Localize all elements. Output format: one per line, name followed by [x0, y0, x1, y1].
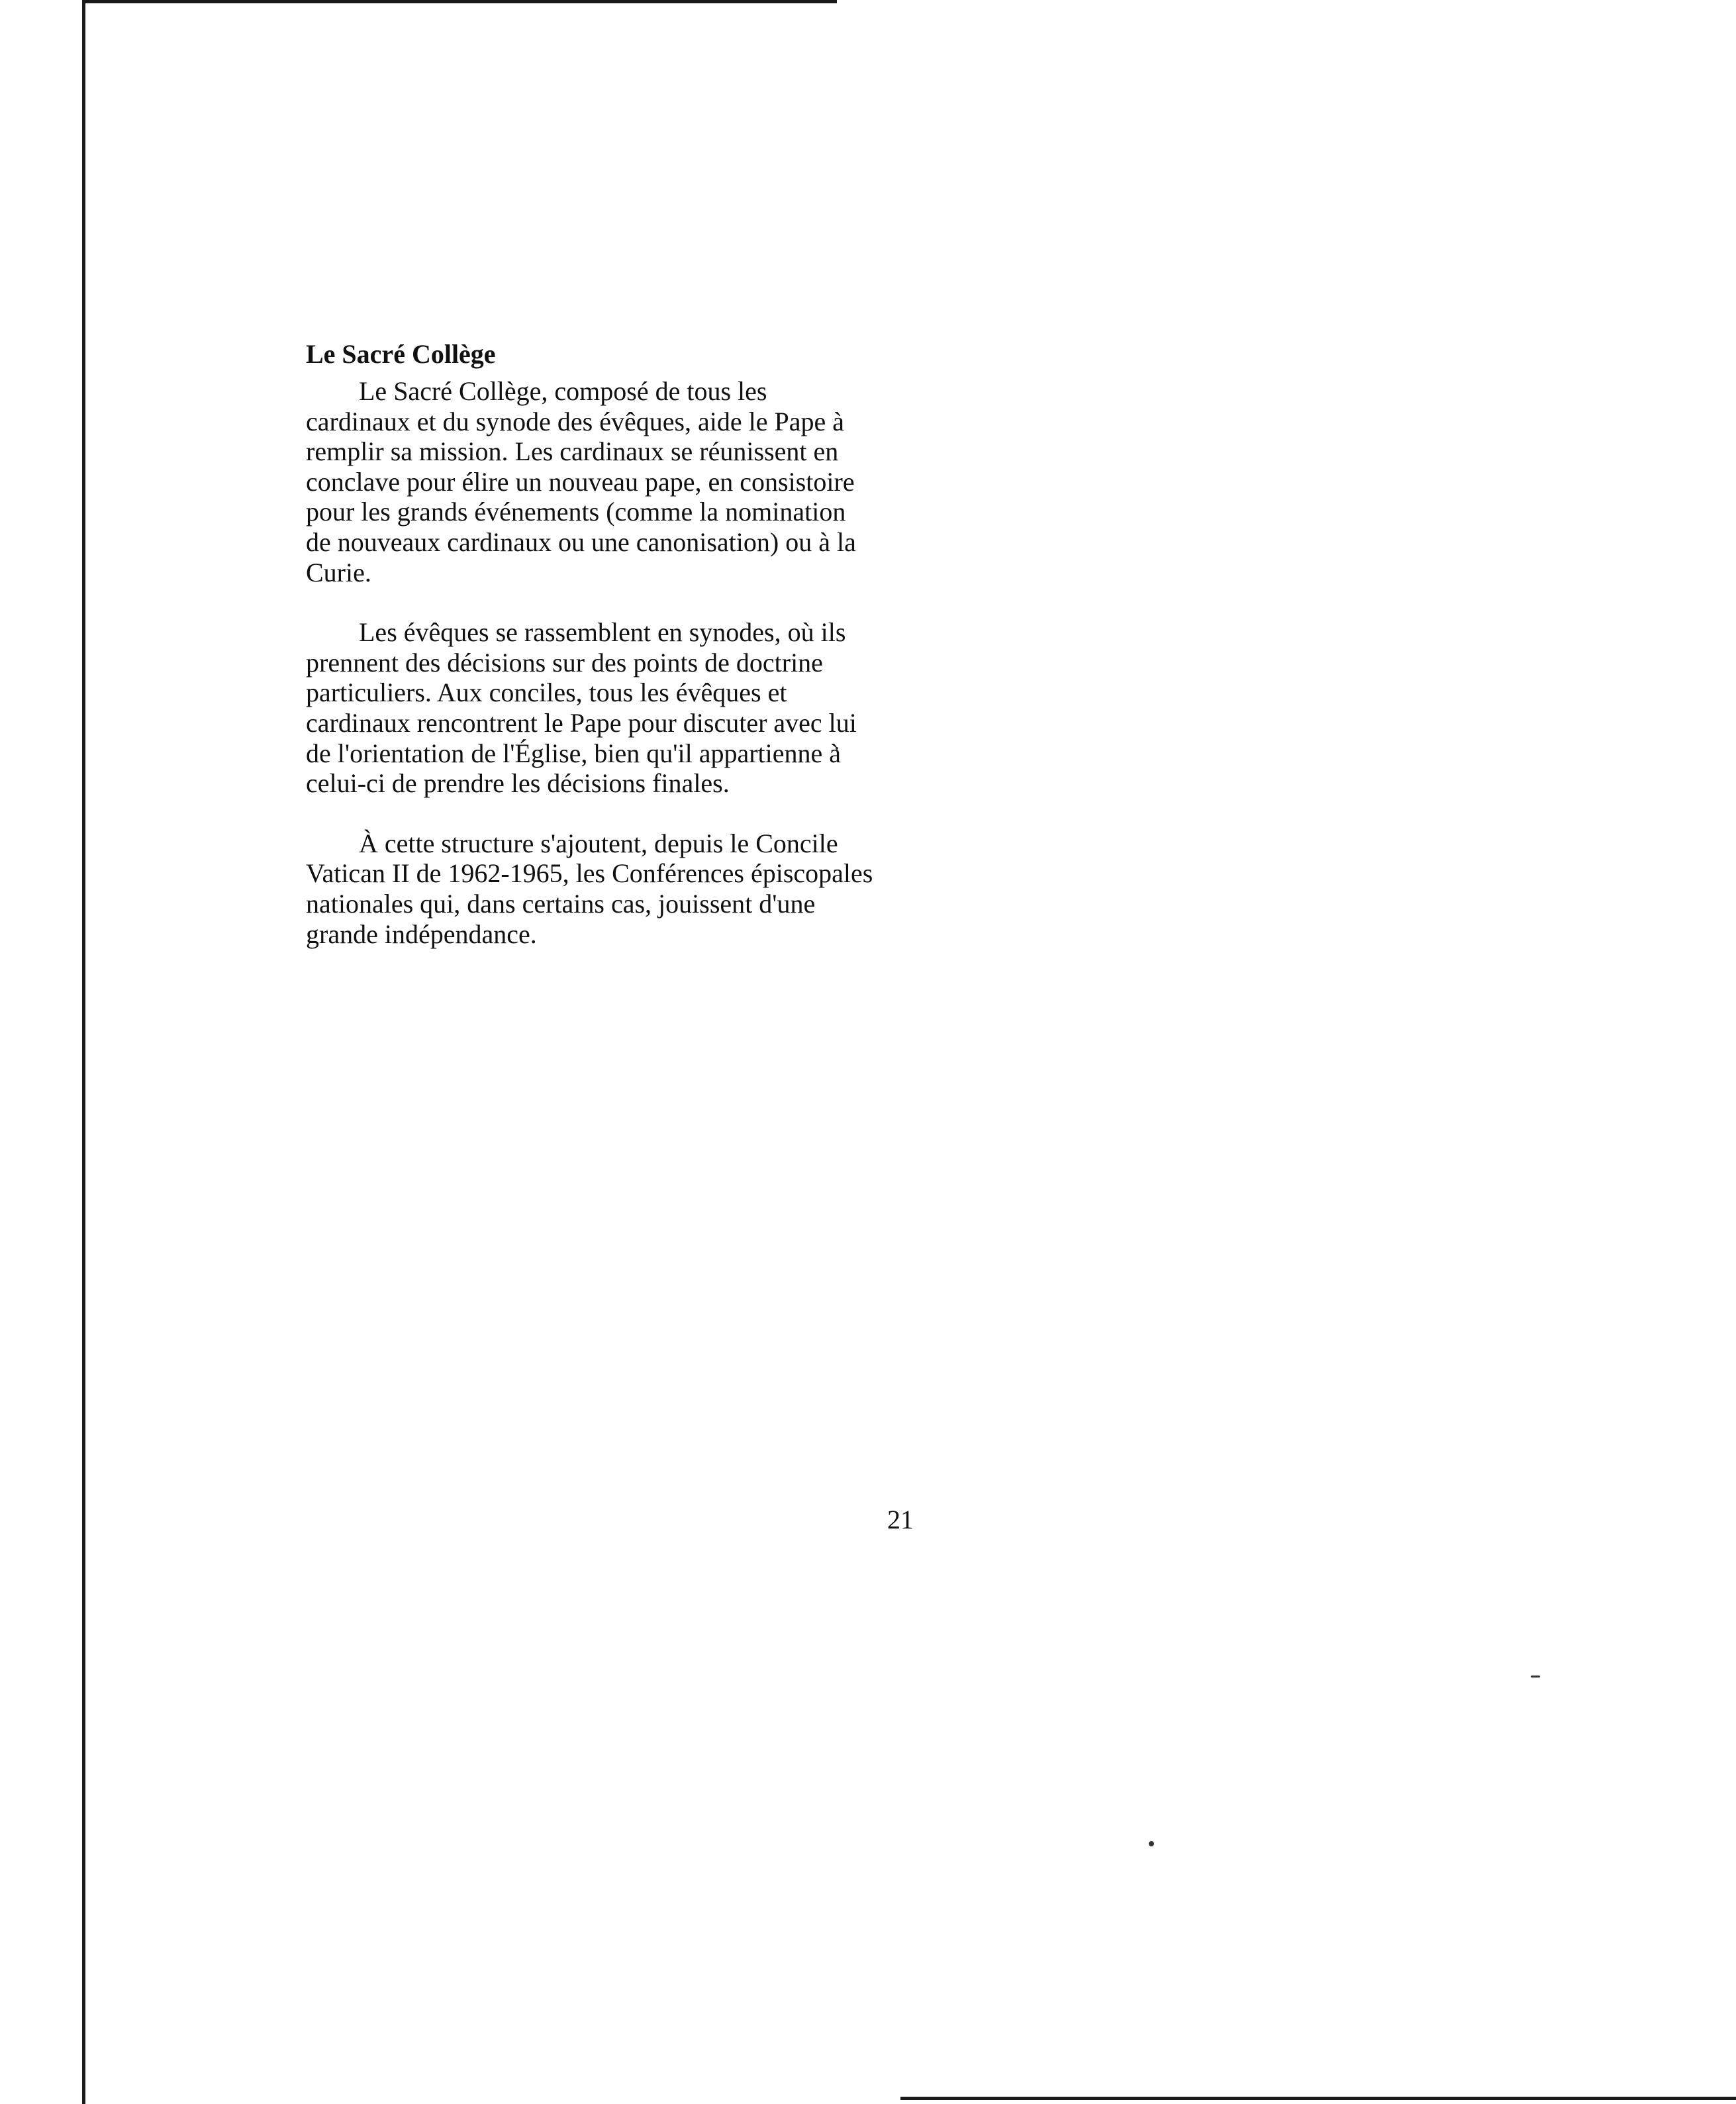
section-heading: Le Sacré Collège — [306, 339, 496, 369]
paragraph-sacred-college: Le Sacré Collège, composé de tous les cardinaux et du synode des évêques, aide le Pape à remplir sa mission. Les cardinaux se réunissent en conclave pour élire un nouveau pape, en consistoire pour les grands événements (comme la nomination de nouveaux cardinaux ou une canonisation) ou à la Curie. — [306, 376, 856, 587]
document-body — [306, 338, 875, 979]
page-number: 21 — [887, 1505, 914, 1534]
scan-speck — [1149, 1841, 1154, 1846]
paragraph-bishops-synods: Les évêques se rassemblent en synodes, où ils prennent des décisions sur des points de doctrine particuliers. Aux conciles, tous les évêques et cardinaux rencontrent le Pape pour discuter avec lui de l'orientation de l'Église, bien qu'il appartienne à celui-ci de prendre les décisions finales. — [306, 617, 857, 799]
scan-bottom-rule — [900, 2097, 1736, 2100]
scan-binding-edge — [82, 0, 85, 2104]
paragraph-episcopal-conferences: À cette structure s'ajoutent, depuis le Concile Vatican II de 1962-1965, les Conférences épiscopales nationales qui, dans certains cas, jouissent d'une grande indépendance. — [306, 828, 873, 949]
scan-top-rule — [82, 0, 837, 3]
scan-speck — [1531, 1676, 1540, 1678]
